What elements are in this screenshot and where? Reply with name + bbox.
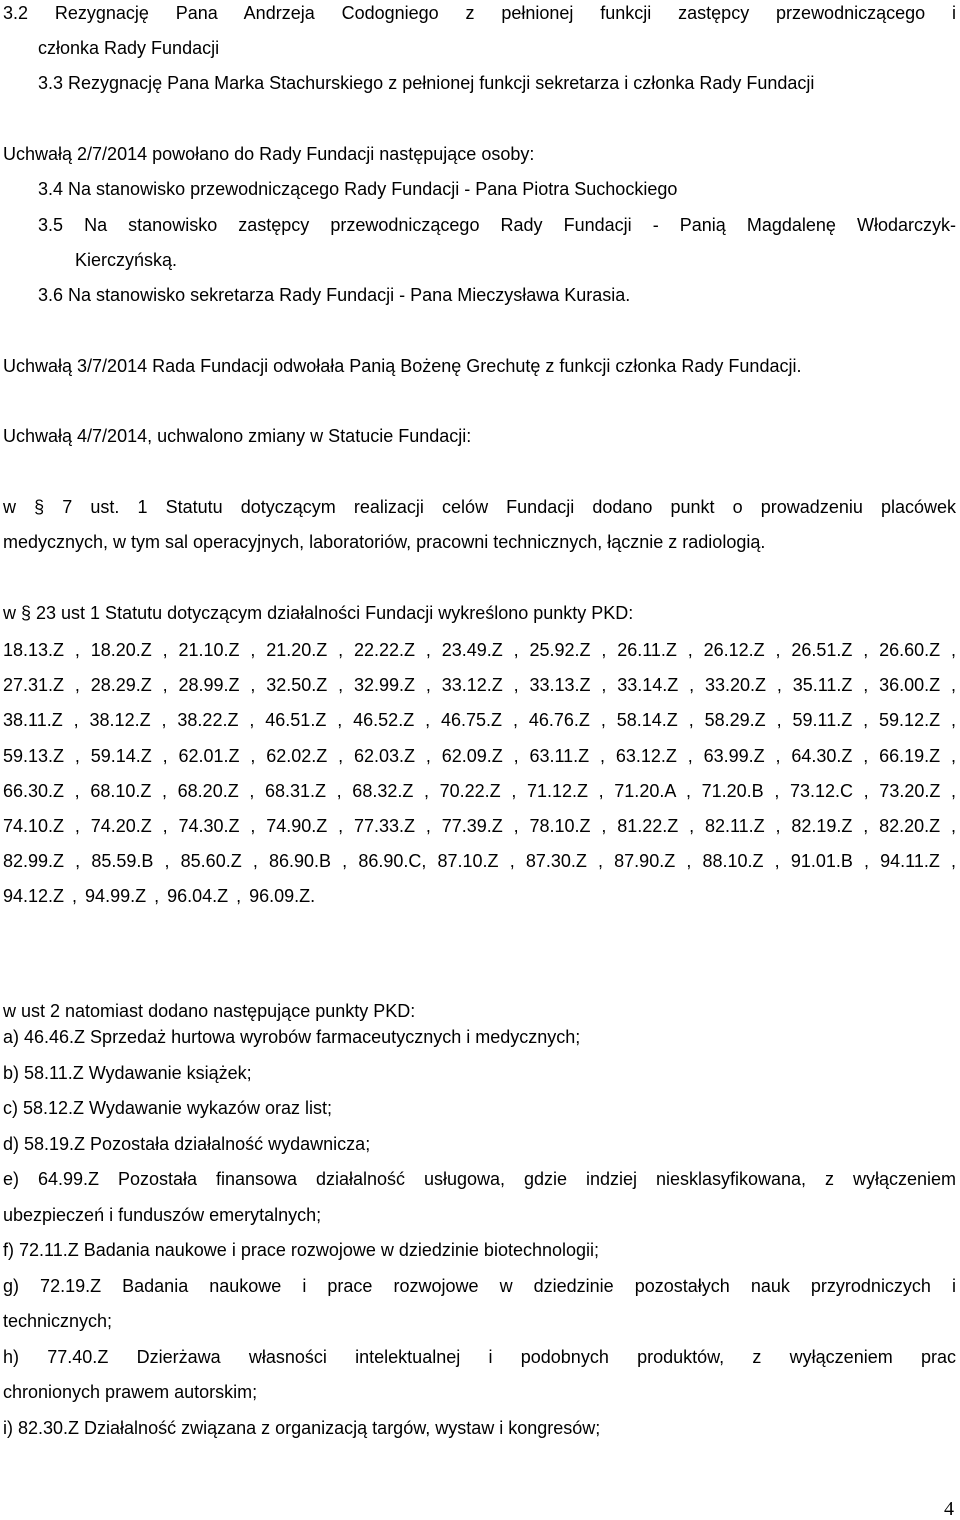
pkd-item-e-line-2: ubezpieczeń i funduszów emerytalnych;: [3, 1205, 322, 1225]
item-3-5-line-2: Kierczyńską.: [75, 250, 178, 270]
added-pkd-heading: w ust 2 natomiast dodano następujące punkty PKD:: [3, 1001, 416, 1021]
statute-7-line-2: medycznych, w tym sal operacyjnych, laboratoriów, pracowni technicznych, łącznie z radiologią.: [3, 532, 766, 552]
pkd-item-i: i) 82.30.Z Działalność związana z organizacją targów, wystaw i kongresów;: [3, 1418, 601, 1438]
item-3-5-line-1: 3.5 Na stanowisko zastępcy przewodniczącego Rady Fundacji - Panią Magdalenę Włodarczyk-: [38, 215, 956, 235]
statute-7-line-1: w § 7 ust. 1 Statutu dotyczącym realizacji celów Fundacji dodano punkt o prowadzeniu placówek: [3, 497, 956, 517]
item-3-6: 3.6 Na stanowisko sekretarza Rady Fundacji - Pana Mieczysława Kurasia.: [38, 285, 631, 305]
item-3-3: 3.3 Rezygnację Pana Marka Stachurskiego z pełnionej funkcji sekretarza i członka Rady Fundacji: [38, 73, 815, 93]
pkd-item-h-line-1: h) 77.40.Z Dzierżawa własności intelektualnej i podobnych produktów, z wyłączeniem prac: [3, 1347, 956, 1367]
pkd-item-h-line-2: chronionych prawem autorskim;: [3, 1382, 258, 1402]
item-3-2-line-2: członka Rady Fundacji: [38, 38, 220, 58]
pkd-item-c: c) 58.12.Z Wydawanie wykazów oraz list;: [3, 1098, 332, 1118]
removed-pkd-codes-list: 18.13.Z , 18.20.Z , 21.10.Z , 21.20.Z , 22.22.Z , 23.49.Z , 25.92.Z , 26.11.Z , 26.12.Z , 26.51.Z , 26.60.Z , 27.31.Z , 28.29.Z , 28.99.Z , 32.50.Z , 32.99.Z , 33.12.Z , 33.13.Z , 33.14.Z , 33.20.Z , 35.11.Z , 36.00.Z , 38.11.Z , 38.12.Z , 38.22.Z , 46.51.Z , 46.52.Z , 46.75.Z , 46.76.Z , 58.14.Z , 58.29.Z , 59.11.Z , 59.12.Z , 59.13.Z , 59.14.Z , 62.01.Z , 62.02.Z , 62.03.Z , 62.09.Z , 63.11.Z , 63.12.Z , 63.99.Z , 64.30.Z , 66.19.Z , 66.30.Z , 68.10.Z , 68.20.Z , 68.31.Z , 68.32.Z , 70.22.Z , 71.12.Z , 71.20.A , 71.20.B , 73.12.C , 73.20.Z , 74.10.Z , 74.20.Z , 74.30.Z , 74.90.Z , 77.33.Z , 77.39.Z , 78.10.Z , 81.22.Z , 82.11.Z , 82.19.Z , 82.20.Z , 82.99.Z , 85.59.B , 85.60.Z , 86.90.B , 86.90.C, 87.10.Z , 87.30.Z , 87.90.Z , 88.10.Z , 91.01.B , 94.11.Z , 94.12.Z , 94.99.Z , 96.04.Z , 96.09.Z.: [3, 640, 956, 907]
pkd-item-a: a) 46.46.Z Sprzedaż hurtowa wyrobów farmaceutycznych i medycznych;: [3, 1027, 581, 1047]
statute-23-heading: w § 23 ust 1 Statutu dotyczącym działalności Fundacji wykreślono punkty PKD:: [3, 603, 634, 623]
item-3-2-line-1: 3.2 Rezygnację Pana Andrzeja Codogniego z pełnionej funkcji zastępcy przewodniczącego i: [3, 3, 956, 23]
resolution-4-heading: Uchwałą 4/7/2014, uchwalono zmiany w Statucie Fundacji:: [3, 426, 472, 446]
pkd-item-d: d) 58.19.Z Pozostała działalność wydawnicza;: [3, 1134, 371, 1154]
pkd-item-e-line-1: e) 64.99.Z Pozostała finansowa działalność usługowa, gdzie indziej niesklasyfikowana, z wyłączeniem: [3, 1169, 956, 1189]
resolution-2-heading: Uchwałą 2/7/2014 powołano do Rady Fundacji następujące osoby:: [3, 144, 535, 164]
pkd-item-g-line-2: technicznych;: [3, 1311, 113, 1331]
page-number: 4: [944, 1498, 954, 1520]
pkd-item-g-line-1: g) 72.19.Z Badania naukowe i prace rozwojowe w dziedzinie pozostałych nauk przyrodniczych i: [3, 1276, 956, 1296]
resolution-3-text: Uchwałą 3/7/2014 Rada Fundacji odwołała Panią Bożenę Grechutę z funkcji członka Rady Fundacji.: [3, 356, 802, 376]
pkd-item-f: f) 72.11.Z Badania naukowe i prace rozwojowe w dziedzinie biotechnologii;: [3, 1240, 600, 1260]
item-3-4: 3.4 Na stanowisko przewodniczącego Rady Fundacji - Pana Piotra Suchockiego: [38, 179, 678, 199]
pkd-item-b: b) 58.11.Z Wydawanie książek;: [3, 1063, 252, 1083]
